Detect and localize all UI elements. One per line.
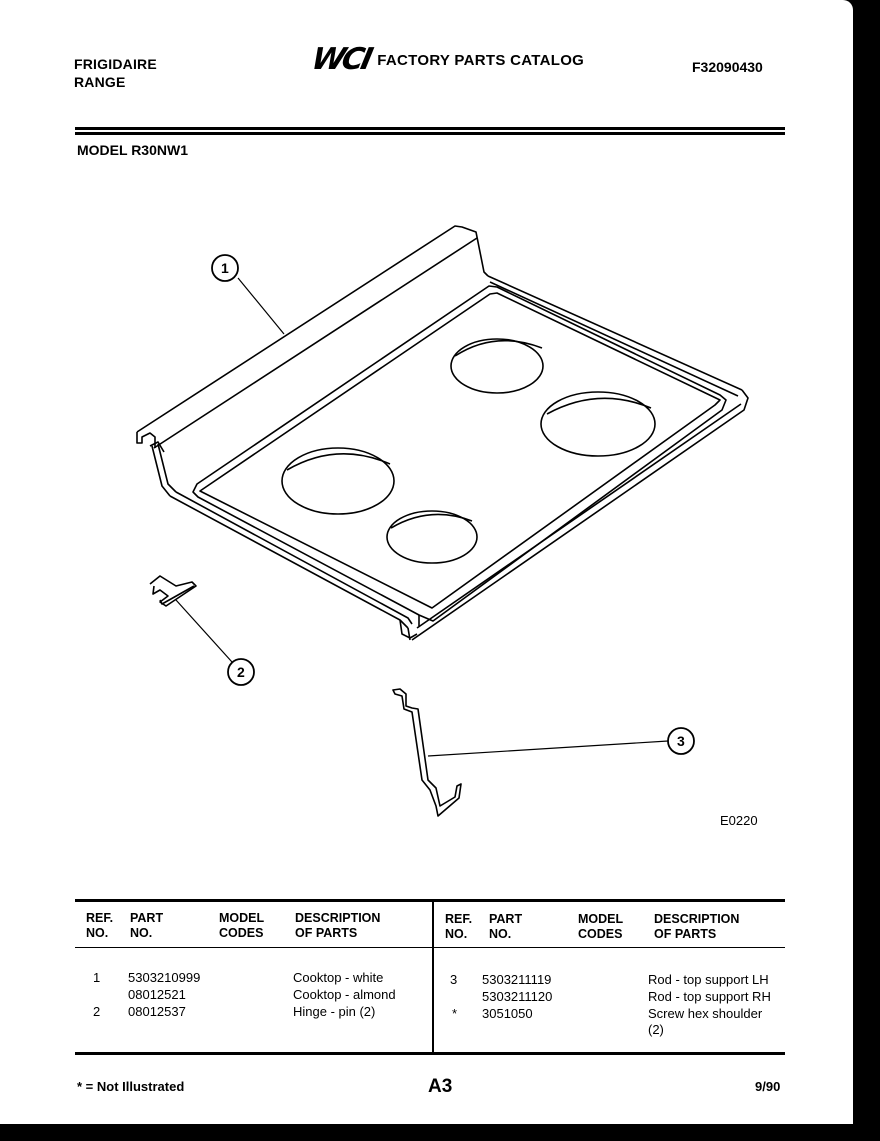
ref-no: 2 — [93, 1004, 101, 1019]
callout-leader-1 — [238, 278, 284, 334]
page-number: A3 — [428, 1076, 453, 1097]
catalog-number: F32090430 — [692, 59, 763, 75]
part-no: 3051050 — [482, 1006, 533, 1021]
callout-number-2: 2 — [237, 664, 245, 680]
part-description: (2) — [648, 1022, 664, 1037]
part-description: Cooktop - white — [293, 970, 384, 985]
ref-no: 1 — [93, 970, 101, 985]
part-description: Rod - top support LH — [648, 972, 769, 987]
header-description-right: DESCRIPTION OF PARTS — [654, 912, 740, 941]
part-description: Hinge - pin (2) — [293, 1004, 376, 1019]
ref-no: 3 — [450, 972, 458, 987]
cooktop-illustration — [137, 226, 748, 640]
brand-name: FRIGIDAIRE — [74, 56, 157, 72]
callout-number-1: 1 — [221, 260, 229, 276]
not-illustrated-note: * = Not Illustrated — [77, 1079, 185, 1094]
hinge-pin-illustration — [150, 576, 196, 606]
callout-leader-3 — [428, 741, 668, 756]
wci-logo-mark: WCI — [308, 42, 374, 77]
part-no: 08012521 — [128, 987, 186, 1002]
catalog-title: FACTORY PARTS CATALOG — [377, 51, 585, 69]
header-description: DESCRIPTION OF PARTS — [295, 911, 381, 940]
part-no: 08012537 — [128, 1004, 186, 1019]
table-header-rule — [75, 947, 785, 948]
model-label: MODEL R30NW1 — [77, 142, 188, 158]
callout-leader-2 — [176, 600, 232, 662]
figure-code: E0220 — [720, 813, 758, 828]
product-type: RANGE — [74, 74, 126, 90]
header-ref-no-right: REF. NO. — [445, 912, 473, 941]
revision-date: 9/90 — [755, 1079, 781, 1094]
table-top-rule — [75, 899, 785, 902]
part-description: Cooktop - almond — [293, 987, 396, 1002]
header-model-codes-right: MODEL CODES — [578, 912, 624, 941]
ref-no: * — [452, 1006, 458, 1021]
part-no: 5303211119 — [482, 972, 552, 987]
table-column-divider — [432, 900, 434, 1054]
part-description: Rod - top support RH — [648, 989, 771, 1004]
callout-number-3: 3 — [677, 733, 685, 749]
header-model-codes: MODEL CODES — [219, 911, 265, 940]
header-part-no-right: PART NO. — [489, 912, 523, 941]
part-no: 5303211120 — [482, 989, 553, 1004]
header-part-no: PART NO. — [130, 911, 164, 940]
part-no: 5303210999 — [128, 970, 201, 985]
table-bottom-rule — [75, 1052, 785, 1055]
rod-top-support-illustration — [393, 689, 461, 816]
part-description: Screw hex shoulder — [648, 1006, 763, 1021]
header-ref-no: REF. NO. — [86, 911, 114, 940]
